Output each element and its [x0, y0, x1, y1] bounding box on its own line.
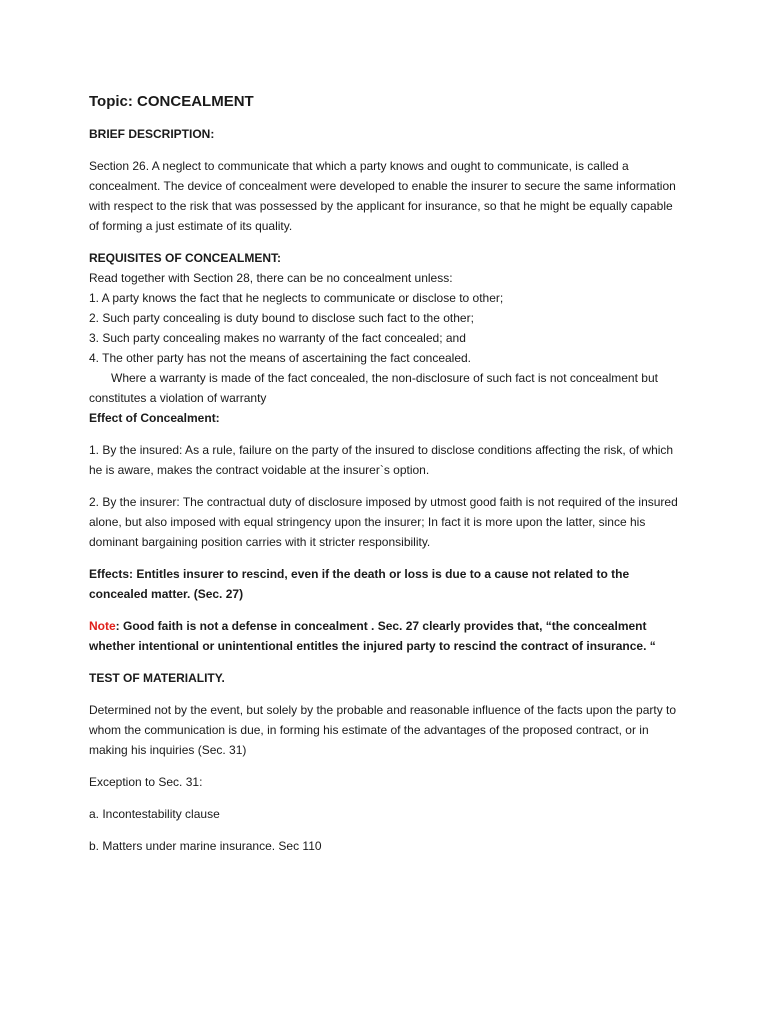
effect-heading: Effect of Concealment: [89, 411, 220, 425]
note-text: : Good faith is not a defense in concealment . Sec. 27 clearly provides that, “the concealment whether intentional or unintentional entitles the injured party to rescind the contract of insurance. “ [89, 619, 656, 653]
note-label: Note [89, 619, 116, 633]
effects-statement: Effects: Entitles insurer to rescind, even if the death or loss is due to a cause not related to the concealed matter. (Sec. 27) [89, 567, 630, 601]
exception-heading: Exception to Sec. 31: [89, 775, 203, 789]
requisites-heading: REQUISITES OF CONCEALMENT: [89, 251, 282, 265]
requisite-item: 2. Such party concealing is duty bound to disclose such fact to the other; [89, 311, 474, 325]
requisite-item: 3. Such party concealing makes no warranty of the fact concealed; and [89, 331, 466, 345]
warranty-note: Where a warranty is made of the fact concealed, the non-disclosure of such fact is not concealment but constitutes a violation of warranty [89, 371, 658, 405]
note-paragraph [89, 616, 681, 656]
document-page [89, 92, 681, 856]
exception-item-b: b. Matters under marine insurance. Sec 110 [89, 839, 322, 853]
effect-by-insurer: 2. By the insurer: The contractual duty of disclosure imposed by utmost good faith is not required of the insured alone, but also imposed with equal stringency upon the insurer; In fact it is more upon the latter, since his dominant bargaining position carries with it stricter responsibility. [89, 495, 678, 549]
brief-description-heading: BRIEF DESCRIPTION: [89, 127, 215, 141]
effect-by-insured: 1. By the insured: As a rule, failure on the party of the insured to disclose conditions affecting the risk, of which he is aware, makes the contract voidable at the insurer`s option. [89, 443, 674, 477]
exception-item-a: a. Incontestability clause [89, 807, 220, 821]
materiality-text: Determined not by the event, but solely by the probable and reasonable influence of the facts upon the party to whom the communication is due, in forming his estimate of the advantages of the proposed contract, or in making his inquiries (Sec. 31) [89, 703, 677, 757]
materiality-heading: TEST OF MATERIALITY. [89, 671, 225, 685]
requisite-item: 1. A party knows the fact that he neglects to communicate or disclose to other; [89, 291, 504, 305]
requisites-intro: Read together with Section 28, there can be no concealment unless: [89, 271, 453, 285]
brief-description-text: Section 26. A neglect to communicate that which a party knows and ought to communicate, is called a concealment. The device of concealment were developed to enable the insurer to secure the same information with respect to the risk that was possessed by the applicant for insurance, so that he might be equally capable of forming a just estimate of its quality. [89, 159, 676, 233]
requisite-item: 4. The other party has not the means of ascertaining the fact concealed. [89, 351, 472, 365]
page-title: Topic: CONCEALMENT [89, 93, 254, 110]
